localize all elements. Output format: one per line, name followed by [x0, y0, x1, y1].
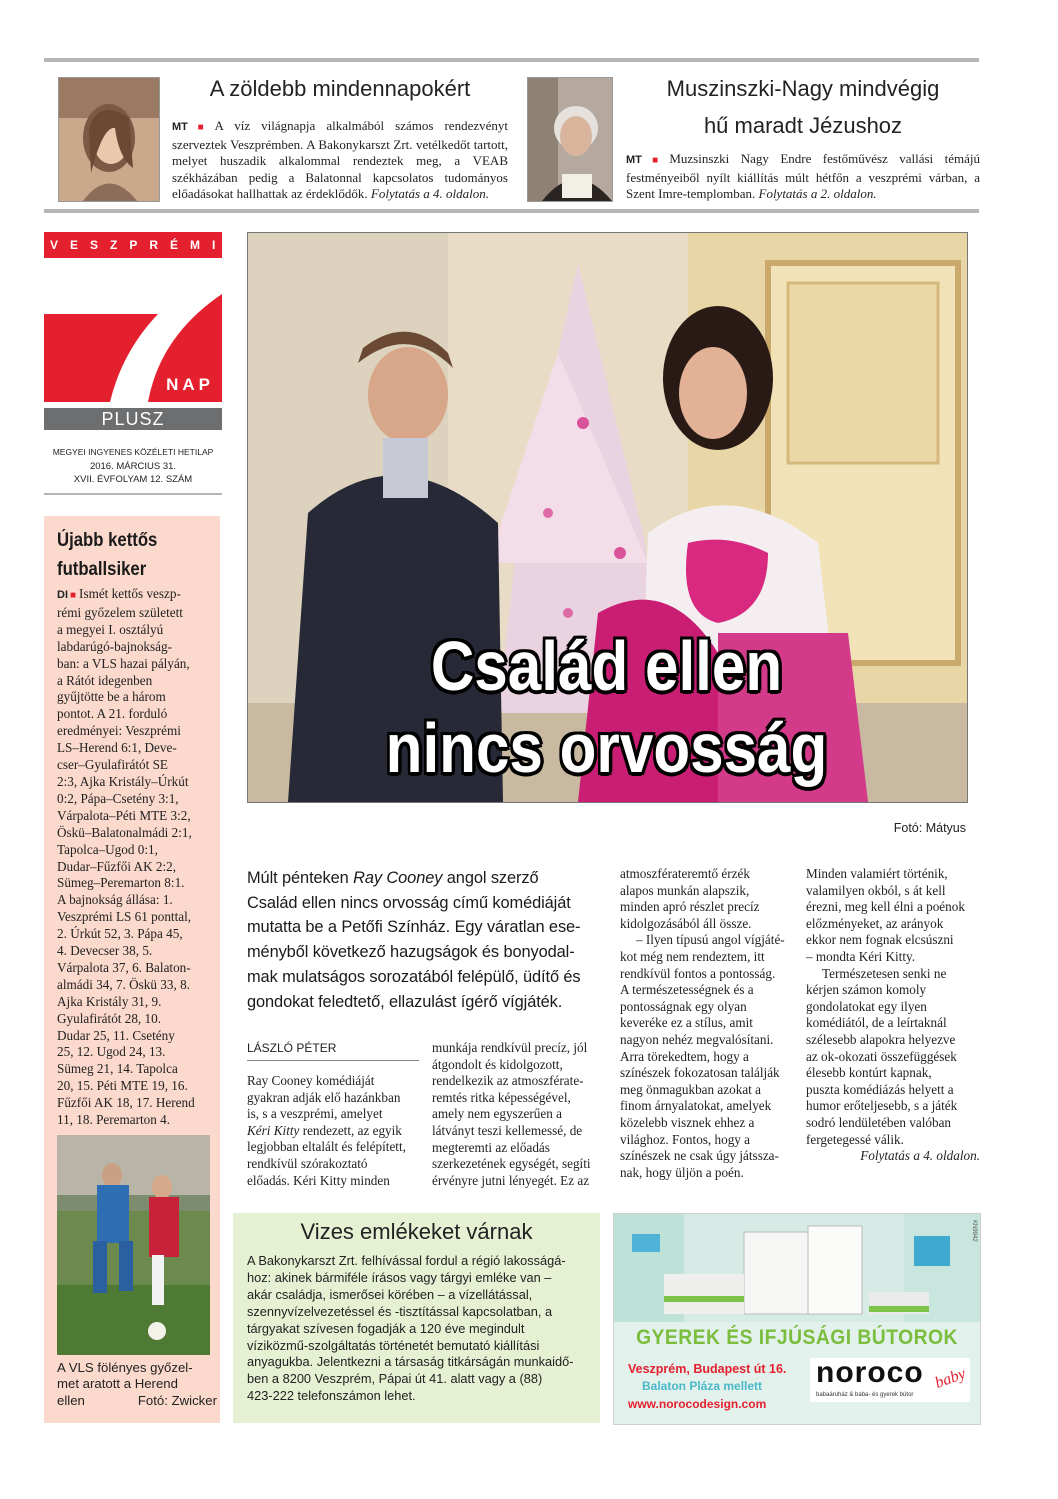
sidebar-line: Sümeg 21, 14. Tapolca [57, 1061, 178, 1077]
article-line: előadás. Kéri Kitty minden [247, 1172, 390, 1188]
sidebar-caption-line3 [57, 1393, 217, 1409]
sidebar-caption-line2: met aratott a Herend [57, 1376, 178, 1392]
sidebar-line: gyűjtötte be a három [57, 689, 166, 705]
sidebar-line: Tapolca–Ugod 0:1, [57, 841, 158, 857]
article-line: előzményeket, az arányok [806, 915, 944, 931]
article-line: gondolatokat egy ilyen [806, 998, 927, 1014]
masthead-subtitle: MEGYEI INGYENES KÖZÉLETI HETILAP [52, 447, 214, 457]
masthead-plusz: PLUSZ [44, 408, 222, 430]
teaser-right-title-line1: Muszinszki-Nagy mindvégig [666, 76, 940, 101]
article-line: valamilyen okból, s át kell [806, 882, 946, 898]
notice-line: 423-222 telefonszámon lehet. [247, 1388, 416, 1404]
article-line: kidolgozásából áll össze. [620, 915, 752, 931]
article-line: amely nem egyszerűen a [432, 1106, 562, 1122]
article-line: puszta komédiázás helyett a [806, 1081, 954, 1097]
article-line: érvényre jutni lényegét. Ez az [432, 1172, 590, 1188]
article-line: remtés ritka képességével, [432, 1089, 571, 1105]
article-line: látványt teszi kellemessé, de [432, 1122, 583, 1138]
article-line: humor erőteljesebb, s a játék [806, 1098, 958, 1114]
sidebar-line: 11, 18. Peremarton 4. [57, 1112, 171, 1128]
sidebar-title-line1: Újabb kettős [57, 530, 158, 551]
notice-line: víziközmű-szolgáltatás történetét bemutató kiállítási [247, 1337, 540, 1353]
masthead-rule [44, 493, 222, 495]
teaser-left-photo[interactable] [58, 77, 160, 202]
ad-headline: GYEREK ÉS IFJÚSÁGI BÚTOROK [636, 1326, 958, 1349]
sidebar-caption-line1: A VLS fölényes győzel- [57, 1360, 193, 1375]
ad-url[interactable]: www.norocodesign.com [628, 1397, 767, 1411]
notice-line: ben a 8200 Veszprém, Pápai út 41. alatt vagy a (88) [247, 1371, 543, 1387]
article-line: Ray Cooney komédiáját [247, 1073, 375, 1088]
article-line: kot még nem rendeztem, itt [620, 948, 765, 964]
ad-tagline: babaáruház & baba- és gyerek bútor [816, 1392, 914, 1398]
lead-line [247, 891, 607, 916]
byline: LÁSZLÓ PÉTER [247, 1041, 337, 1055]
article-text: rendezett, az egyik [299, 1122, 402, 1138]
article-line: komédiától, de a leírtaknál [806, 1015, 947, 1031]
article-line: Minden valamiért történik, [806, 866, 948, 881]
director-name: Kéri Kitty [247, 1122, 300, 1138]
sidebar-line: 2:3, Ajka Kristály–Úrkút [57, 773, 189, 789]
article-line [247, 1123, 419, 1140]
sidebar-line: Sümeg–Peremarton 8:1. [57, 875, 185, 891]
sidebar-photo-credit: Fotó: Zwicker [137, 1392, 217, 1408]
ad-address-line1: Veszprém, Budapest út 16. [628, 1362, 787, 1376]
sidebar-line: almádi 34, 7. Öskü 33, 8. [57, 976, 190, 992]
sidebar-line: eredményei: Veszprémi [57, 723, 181, 739]
article-line: alapos munkán alapszik, [620, 882, 750, 898]
sidebar-tag: DI [57, 589, 68, 601]
article-line: gyakran adják elő hazánkban [247, 1089, 401, 1105]
notice-line: A Bakonykarszt Zrt. felhívással fordul a régió lakosságá- [247, 1253, 566, 1268]
teaser-bottom-rule [44, 209, 979, 213]
article-line: keveréke ez a stílus, amit [620, 1015, 753, 1031]
sidebar-title[interactable] [57, 526, 198, 584]
sidebar-line: a megyei I. osztályú [57, 621, 164, 637]
article-line: ekkor nem fognak elcsúszni [806, 932, 954, 948]
article-column-2 [432, 1040, 604, 1189]
sidebar-line-first [57, 586, 222, 605]
article-line: finom árnyalatokat, amelyek [620, 1098, 772, 1114]
teaser-left-text: A víz világnapja alkalmából számos rendezvényt szerveztek Veszprémben. A Bakonykarszt Zrt. vetélkedőt tartott, melyet huszadik alkalommal rendeztek meg, a VEAB székházában pedig a Balatonnal kapcsolatos tudományos előadásokat hallhattak az érdeklődők. [172, 118, 509, 202]
ad-room-illustration [614, 1214, 980, 1322]
top-rule [44, 58, 979, 62]
masthead [44, 232, 228, 438]
notice-title[interactable]: Vizes emlékeket várnak [300, 1219, 533, 1244]
article-line: rendkívül fontos a pontosság. [620, 965, 776, 981]
article-line: – mondta Kéri Kitty. [806, 948, 916, 964]
article-line: közelebb visznek ehhez a [620, 1114, 755, 1130]
sidebar-line: Dudar–Fűzfői AK 2:2, [57, 858, 177, 874]
main-headline[interactable] [297, 625, 915, 789]
sidebar-line: 25, 12. Ugod 24, 13. [57, 1044, 166, 1060]
notice-line: tárgyakat szívesen fogadják a 120 éve megindult [247, 1320, 525, 1336]
lead-text: ményből következő hazugságok és bonyodal- [247, 943, 575, 962]
main-photo-credit: Fotó: Mátyus [893, 821, 966, 835]
ad-address-line2: Balaton Pláza mellett [642, 1379, 763, 1393]
teaser-left-title[interactable]: A zöldebb mindennapokért [209, 76, 471, 101]
article-line: – Ilyen típusú angol vígjáté- [636, 932, 785, 948]
sidebar-line: Dudar 25, 11. Csetény [57, 1027, 175, 1043]
masthead-issue: XVII. ÉVFOLYAM 12. SZÁM [73, 474, 193, 485]
ad-code: KN9942 [971, 1220, 977, 1242]
sidebar-caption-text: ellen [57, 1392, 85, 1408]
byline-rule [247, 1060, 419, 1061]
square-bullet-icon: ■ [70, 590, 77, 601]
sidebar-line: Várpalota–Péti MTE 3:2, [57, 807, 191, 823]
lead-text: mak mulatságos sorozatából felépülő, üdítő és [247, 967, 581, 986]
sidebar-line: Várpalota 37, 6. Balaton- [57, 959, 191, 975]
sidebar-line: 2. Úrkút 52, 3. Pápa 45, [57, 926, 183, 942]
lead-line [247, 866, 607, 891]
main-headline-line2: nincs orvosság [385, 709, 828, 787]
lead-text: Múlt pénteken [247, 869, 354, 887]
sidebar-line: LS–Herend 6:1, Deve- [57, 740, 177, 756]
article-line: rendkívül szórakoztató [247, 1155, 368, 1171]
sidebar-caption [57, 1360, 217, 1409]
lead-line [247, 915, 607, 940]
sidebar-title-line2: futballsiker [57, 559, 147, 580]
article-line: munkája rendkívül precíz, jól [432, 1040, 588, 1055]
article-line: színészek ne csak úgy játssza- [620, 1148, 779, 1164]
notice-line: anyagukba. Jelentkezni a társaság titkárságán munkaidő- [247, 1354, 574, 1370]
article-line: szélesebb alapokra helyezve [806, 1031, 956, 1047]
lead-text: gondokat feledtető, ellazulást ígérő vígjáték. [247, 992, 563, 1011]
article-line: érezni, meg kell élni a poénok [806, 899, 965, 915]
sidebar-line: 4. Devecser 38, 5. [57, 943, 153, 959]
ad-box[interactable] [613, 1213, 981, 1425]
square-bullet-icon: ■ [189, 122, 212, 133]
article-line: A természetességnek és a [620, 982, 754, 998]
sidebar-line: Veszprémi LS 61 ponttal, [57, 909, 192, 925]
article-line: nak, hogy üljön a poén. [620, 1164, 744, 1180]
teaser-left-tag: MT [172, 121, 188, 133]
ad-brand-logo [810, 1358, 970, 1402]
article-line: világhoz. Fontos, hogy a [620, 1131, 751, 1147]
article-line: sodró lendületében valóban [806, 1114, 952, 1130]
article-line: rendelkezik az atmoszférate- [432, 1073, 584, 1089]
teaser-right-body [626, 151, 980, 203]
main-headline-line1: Család ellen [430, 627, 783, 705]
sidebar-line: Ajka Kristály 31, 9. [57, 993, 162, 1009]
masthead-top: VESZPRÉMI [44, 232, 222, 258]
article-line: legjobban eltalált és felépített, [247, 1139, 406, 1155]
article-line: is, s a veszprémi, amelyet [247, 1106, 383, 1122]
continued-link[interactable]: Folytatás a 4. oldalon. [860, 1148, 980, 1164]
teaser-right-text: Muzsinszki Nagy Endre festőművész vallási témájú festményeiből nyílt kiállítás múlt hétfőn a veszprémi várban, a Szent Imre-templomban. [626, 151, 980, 202]
sidebar-line: Gyulafirátót 28, 10. [57, 1010, 162, 1026]
sidebar-line: pontot. A 21. forduló [57, 706, 168, 722]
sidebar-line: cser–Gyulafirátót SE [57, 757, 168, 773]
sidebar-line: 20, 15. Péti MTE 19, 16. [57, 1078, 188, 1094]
article-line: élesebb kontúrt kapnak, [806, 1065, 932, 1081]
lead-line [247, 990, 607, 1015]
article-line: megteremti az előadás [432, 1139, 550, 1155]
sidebar-line: a Rátót idegenben [57, 672, 153, 688]
sidebar-line: Öskü–Balatonalmádi 2:1, [57, 824, 192, 840]
lead-line [247, 940, 607, 965]
lead-text: mutatta be a Petőfi Színház. Egy váratlan ese- [247, 918, 581, 937]
sidebar-photo[interactable] [57, 1135, 210, 1355]
sidebar-line: 0:2, Pápa–Csetény 3:1, [57, 790, 179, 806]
article-line: fergetegessé válik. [806, 1131, 904, 1147]
article-line: szerkezetének egységét, segíti [432, 1156, 591, 1172]
teaser-right-title[interactable] [626, 70, 980, 144]
masthead-nap: NAP [166, 375, 214, 394]
notice-line: akár családja, ismerősei körében – a vízellátással, [247, 1286, 533, 1302]
notice-line: szennyvízelvezetéssel és -tisztítással kapcsolatban, a [247, 1303, 553, 1319]
sidebar-line: ban: a VLS hazai pályán, [57, 655, 190, 671]
ad-brand-sub: baby [932, 1365, 968, 1392]
sidebar-line: A bajnokság állása: 1. [57, 892, 173, 908]
sidebar-line: rémi győzelem született [57, 604, 183, 620]
teaser-left-continued[interactable]: Folytatás a 4. oldalon. [370, 186, 489, 202]
ad-brand: noroco [816, 1356, 924, 1389]
sidebar-line: labdarúgó-bajnokság- [57, 638, 172, 654]
teaser-right-tag: MT [626, 154, 642, 166]
notice-body [247, 1253, 597, 1405]
article-line: pontosságnak egy olyan [620, 998, 747, 1014]
main-lead [247, 866, 607, 1014]
teaser-right-continued[interactable]: Folytatás a 2. oldalon. [758, 186, 877, 202]
teaser-left-body [172, 118, 508, 203]
article-line: kérjen számon komoly [806, 982, 927, 998]
square-bullet-icon: ■ [643, 155, 667, 166]
article-line: az ok-okozati összefüggések [806, 1048, 957, 1064]
sidebar-line: Ismét kettős veszp- [79, 586, 181, 601]
article-column-3 [620, 866, 792, 1181]
lead-text: Család ellen nincs orvosság című komédiáját [247, 893, 571, 912]
teaser-right-title-line2: hű maradt Jézushoz [703, 113, 903, 138]
teaser-right-photo[interactable] [527, 77, 613, 202]
masthead-date: 2016. MÁRCIUS 31. [89, 461, 177, 472]
article-line: minden apró részlet precíz [620, 899, 760, 915]
article-line: atmoszférateremtő érzék [620, 866, 750, 881]
lead-text: angol szerző [442, 869, 539, 887]
lead-line [247, 965, 607, 990]
author-name: Ray Cooney [353, 869, 443, 887]
sidebar-text [57, 586, 222, 1129]
sidebar-line: Fűzfői AK 18, 17. Herend [57, 1095, 195, 1111]
article-column-4 [806, 866, 980, 1165]
article-line: színészek fokozatosan találják [620, 1065, 780, 1081]
article-line: Arra törekedtem, hogy a [620, 1048, 749, 1064]
notice-line: hoz: akinek bármiféle írásos vagy tárgyi emléke van – [247, 1269, 552, 1285]
article-line: átgondolt és kidolgozott, [432, 1056, 563, 1072]
article-line: meg önmagukban azokat a [620, 1081, 761, 1097]
article-line: nagyon nehéz megvalósítani. [620, 1031, 774, 1047]
article-line: Természetesen senki ne [822, 965, 947, 981]
article-column-1 [247, 1073, 419, 1189]
